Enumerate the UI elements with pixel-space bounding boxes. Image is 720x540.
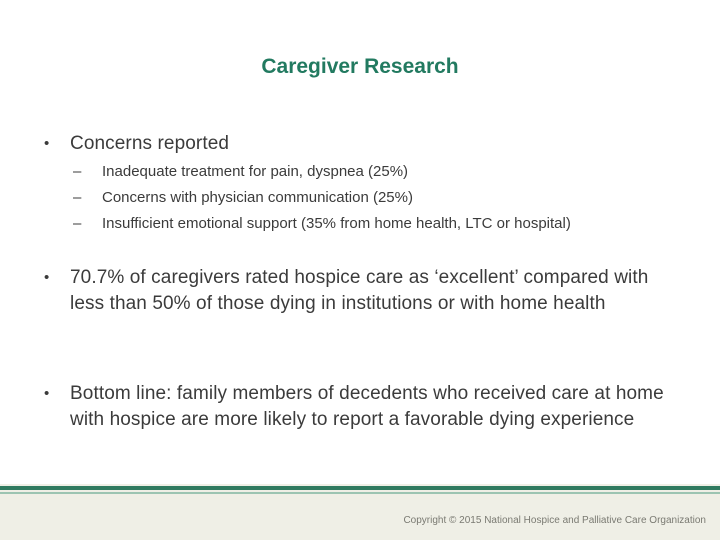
subbullet-marker: – [73, 189, 82, 206]
subbullet-text: Insufficient emotional support (35% from home health, LTC or hospital) [102, 215, 571, 232]
subbullet-pain-dyspnea [73, 159, 693, 185]
footer-copyright: Copyright © 2015 National Hospice and Palliative Care Organization [403, 515, 706, 526]
bullet-text: Concerns reported [70, 133, 230, 154]
bullet-bottom-line [44, 381, 674, 433]
subbullet-marker: – [73, 215, 82, 232]
subbullet-text: Concerns with physician communication (25%) [102, 189, 413, 206]
subbullet-emotional-support [73, 211, 693, 237]
subbullet-marker: – [73, 163, 82, 180]
bullet-marker: • [44, 269, 50, 286]
bullet-hospice-rating [44, 265, 674, 317]
bullet-text: 70.7% of caregivers rated hospice care as ‘excellent’ compared with less than 50% of those dying in institutions or with home health [70, 267, 649, 314]
subbullet-text: Inadequate treatment for pain, dyspnea (25%) [102, 163, 409, 180]
bullet-marker: • [44, 385, 50, 402]
footer-divider-light [0, 492, 720, 494]
slide-title: Caregiver Research [261, 55, 459, 78]
footer-divider [0, 486, 720, 490]
bullet-text: Bottom line: family members of decedents who received care at home with hospice are more likely to report a favorable dying experience [70, 383, 664, 430]
bullet-concerns-reported [44, 131, 674, 157]
bullet-marker: • [44, 135, 50, 152]
subbullet-physician-communication [73, 185, 693, 211]
